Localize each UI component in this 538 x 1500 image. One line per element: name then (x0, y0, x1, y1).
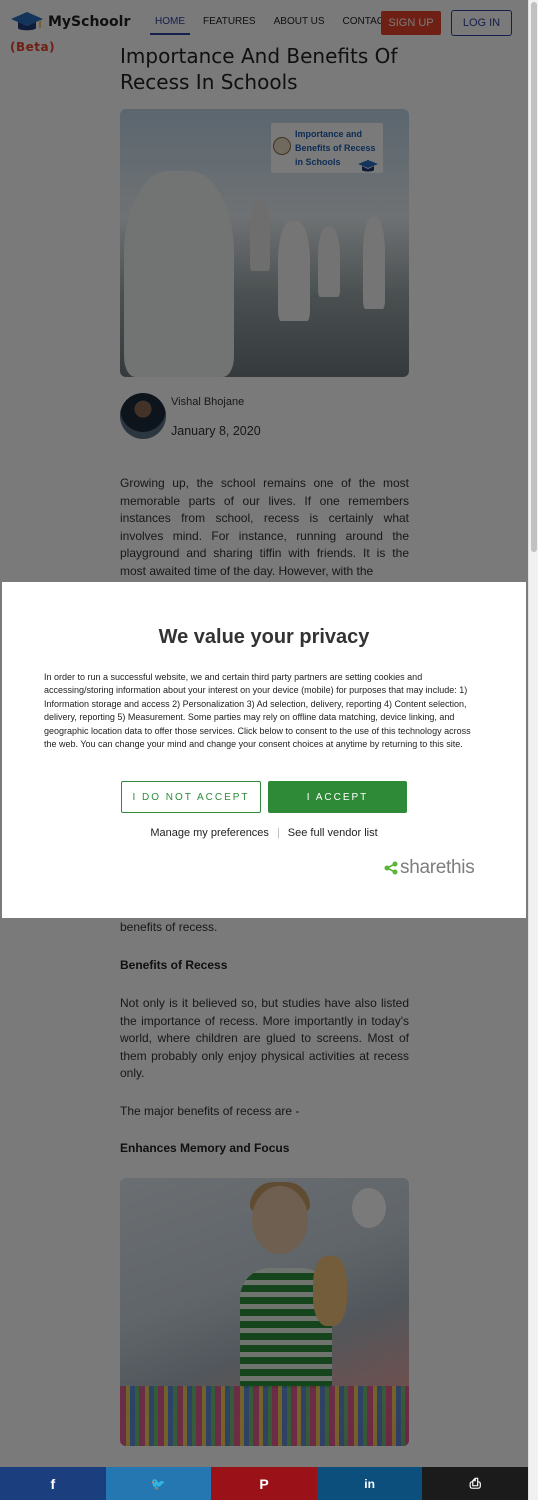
pinterest-icon: P (259, 1475, 269, 1492)
twitter-share-button[interactable] (106, 1467, 212, 1500)
page-scrollbar[interactable] (528, 0, 538, 1500)
decline-button[interactable]: I DO NOT ACCEPT (121, 781, 261, 813)
vendor-list-link[interactable]: See full vendor list (287, 827, 378, 839)
manage-preferences-link[interactable]: Manage my preferences (150, 827, 269, 839)
facebook-icon: f (50, 1475, 56, 1492)
privacy-modal (2, 582, 526, 918)
linkedin-share-button[interactable] (317, 1467, 423, 1500)
pinterest-share-button[interactable] (211, 1467, 317, 1500)
sharethis-wordmark: sharethis (400, 857, 475, 878)
linkedin-icon: in (364, 1476, 375, 1491)
facebook-share-button[interactable] (0, 1467, 106, 1500)
link-separator: | (276, 827, 280, 839)
privacy-body: In order to run a successful website, we and certain third party partners are setting cookies and accessing/storing information about your interest on your device (mobile) for purposes that may include: 1) Information storage and access 2) Personalization 3) Ad selection, delivery, reporting 4) Content selection, delivery, reporting 5) Measurement. Some parties may rely on offline data matching, device linking, and geographic location data to offer those services. Click below to consent to the use of this technology across the web. You can change your mind and change your consent choices at anytime by returning to this site. (44, 672, 471, 750)
share-bar (0, 1467, 528, 1500)
twitter-icon: 🐦 (150, 1476, 166, 1491)
privacy-title: We value your privacy (158, 626, 370, 648)
share-icon (384, 861, 398, 875)
sharethis-logo[interactable] (384, 857, 474, 879)
scrollbar-thumb[interactable] (531, 2, 537, 552)
print-button[interactable] (422, 1467, 528, 1500)
print-icon: ⎙ (469, 1475, 481, 1491)
accept-button[interactable]: I ACCEPT (268, 781, 407, 813)
privacy-links (2, 827, 526, 839)
